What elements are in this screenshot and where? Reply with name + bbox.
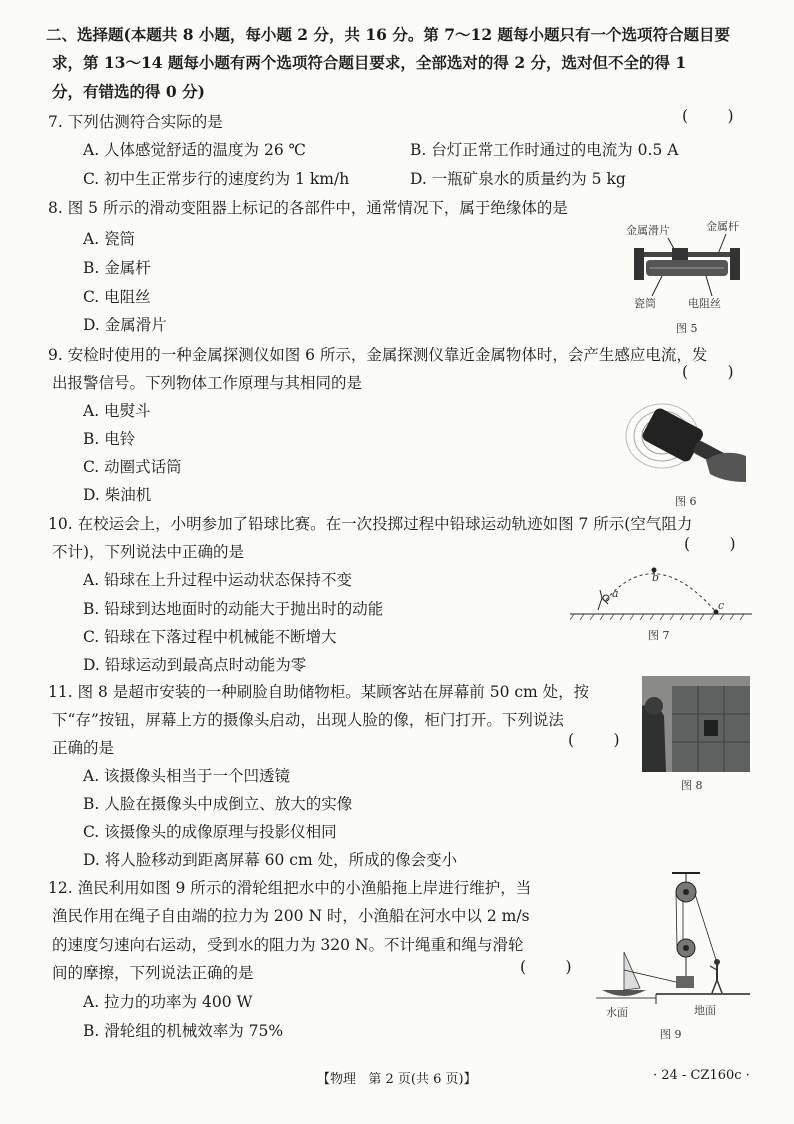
q11-answer-paren[interactable]: ( ) (568, 731, 620, 749)
q11-option-c[interactable]: C. 该摄像头的成像原理与投影仪相同 (83, 823, 337, 841)
q7-option-a[interactable]: A. 人体感觉舒适的温度为 26 ℃ (83, 141, 306, 159)
fig7-point-c: c (718, 599, 725, 612)
q10-option-a[interactable]: A. 铅球在上升过程中运动状态保持不变 (83, 571, 353, 589)
fig5-label-tube: 瓷筒 (634, 297, 656, 310)
q9-option-d[interactable]: D. 柴油机 (83, 486, 152, 504)
fig7-point-a: a (612, 587, 619, 600)
q9-option-a[interactable]: A. 电熨斗 (83, 402, 151, 420)
q12-answer-paren[interactable]: ( ) (520, 958, 572, 976)
section-heading-line1: 二、选择题(本题共 8 小题，每小题 2 分，共 16 分。第 7～12 题每小题只有一个选项符合题目要 (46, 25, 731, 44)
fig5-label-slider: 金属滑片 (626, 224, 670, 237)
q11-stem-line1: 11. 图 8 是超市安装的一种刷脸自助储物柜。某顾客站在屏幕前 50 cm 处，按 (48, 683, 590, 701)
page-footer-code: · 24 - CZ160c · (653, 1068, 750, 1083)
q8-option-a[interactable]: A. 瓷筒 (83, 230, 136, 248)
section-heading-line3: 分，有错选的得 0 分) (52, 82, 205, 101)
section-heading-line2: 求，第 13～14 题每小题有两个选项符合题目要求，全部选对的得 2 分，选对但不全的得 1 (52, 53, 687, 72)
fig6-caption: 图 6 (675, 495, 697, 508)
fig5-label-rod: 金属杆 (706, 220, 739, 233)
q10-stem-line1: 10. 在校运会上，小明参加了铅球比赛。在一次投掷过程中铅球运动轨迹如图 7 所示(空气阻力 (48, 515, 693, 533)
q7-stem: 7. 下列估测符合实际的是 (48, 113, 223, 131)
figure-7-trajectory (570, 560, 752, 624)
q12-stem-line1: 12. 渔民利用如图 9 所示的滑轮组把水中的小渔船拖上岸进行维护，当 (48, 879, 532, 897)
q9-option-c[interactable]: C. 动圈式话筒 (83, 458, 182, 476)
figure-6-metal-detector (620, 398, 750, 490)
q11-option-b[interactable]: B. 人脸在摄像头中成倒立、放大的实像 (83, 795, 353, 813)
q11-option-a[interactable]: A. 该摄像头相当于一个凹透镜 (83, 767, 291, 785)
q7-option-b[interactable]: B. 台灯正常工作时通过的电流为 0.5 A (410, 141, 679, 159)
q8-stem: 8. 图 5 所示的滑动变阻器上标记的各部件中，通常情况下，属于绝缘体的是 (48, 199, 568, 217)
figure-5-rheostat (622, 216, 752, 316)
q9-option-b[interactable]: B. 电铃 (83, 430, 136, 448)
q7-option-d[interactable]: D. 一瓶矿泉水的质量约为 5 kg (410, 170, 626, 188)
q10-option-d[interactable]: D. 铅球运动到最高点时动能为零 (83, 656, 307, 674)
q9-answer-paren[interactable]: ( ) (682, 363, 734, 381)
q10-option-c[interactable]: C. 铅球在下落过程中机械能不断增大 (83, 628, 337, 646)
figure-8-locker-photo (642, 676, 750, 772)
q9-stem-line2: 出报警信号。下列物体工作原理与其相同的是 (52, 374, 363, 392)
fig7-caption: 图 7 (648, 629, 670, 642)
fig9-label-ground: 地面 (694, 1004, 716, 1017)
q12-option-b[interactable]: B. 滑轮组的机械效率为 75% (83, 1022, 284, 1040)
fig5-caption: 图 5 (676, 322, 698, 335)
q10-option-b[interactable]: B. 铅球到达地面时的动能大于抛出时的动能 (83, 600, 384, 618)
q12-stem-line4: 间的摩擦，下列说法正确的是 (52, 964, 254, 982)
fig9-caption: 图 9 (660, 1028, 682, 1041)
q11-stem-line2: 下“存”按钮，屏幕上方的摄像头启动，出现人脸的像，柜门打开。下列说法 (52, 711, 564, 729)
q11-option-d[interactable]: D. 将人脸移动到距离屏幕 60 cm 处，所成的像会变小 (83, 851, 458, 869)
fig8-caption: 图 8 (681, 779, 703, 792)
q8-option-c[interactable]: C. 电阻丝 (83, 288, 151, 306)
page-footer-title: 【物理 第 2 页(共 6 页)】 (317, 1072, 477, 1087)
fig5-label-wire: 电阻丝 (688, 297, 721, 310)
q7-answer-paren[interactable]: ( ) (682, 107, 734, 125)
q9-stem-line1: 9. 安检时使用的一种金属探测仪如图 6 所示，金属探测仪靠近金属物体时，会产生感应电流，发 (48, 346, 708, 364)
q8-option-d[interactable]: D. 金属滑片 (83, 316, 167, 334)
q12-stem-line3: 的速度匀速向右运动，受到水的阻力为 320 N。不计绳重和绳与滑轮 (52, 936, 524, 954)
figure-9-pulley-system (596, 870, 752, 1006)
q8-option-b[interactable]: B. 金属杆 (83, 259, 151, 277)
fig9-label-water: 水面 (606, 1006, 628, 1019)
q12-option-a[interactable]: A. 拉力的功率为 400 W (83, 993, 253, 1011)
q7-option-c[interactable]: C. 初中生正常步行的速度约为 1 km/h (83, 170, 350, 188)
q11-stem-line3: 正确的是 (52, 739, 115, 757)
q12-stem-line2: 渔民作用在绳子自由端的拉力为 200 N 时，小渔船在河水中以 2 m/s (52, 907, 530, 925)
q10-stem-line2: 不计)，下列说法中正确的是 (52, 543, 245, 561)
fig7-point-b: b (652, 571, 660, 584)
q10-answer-paren[interactable]: ( ) (684, 535, 736, 553)
